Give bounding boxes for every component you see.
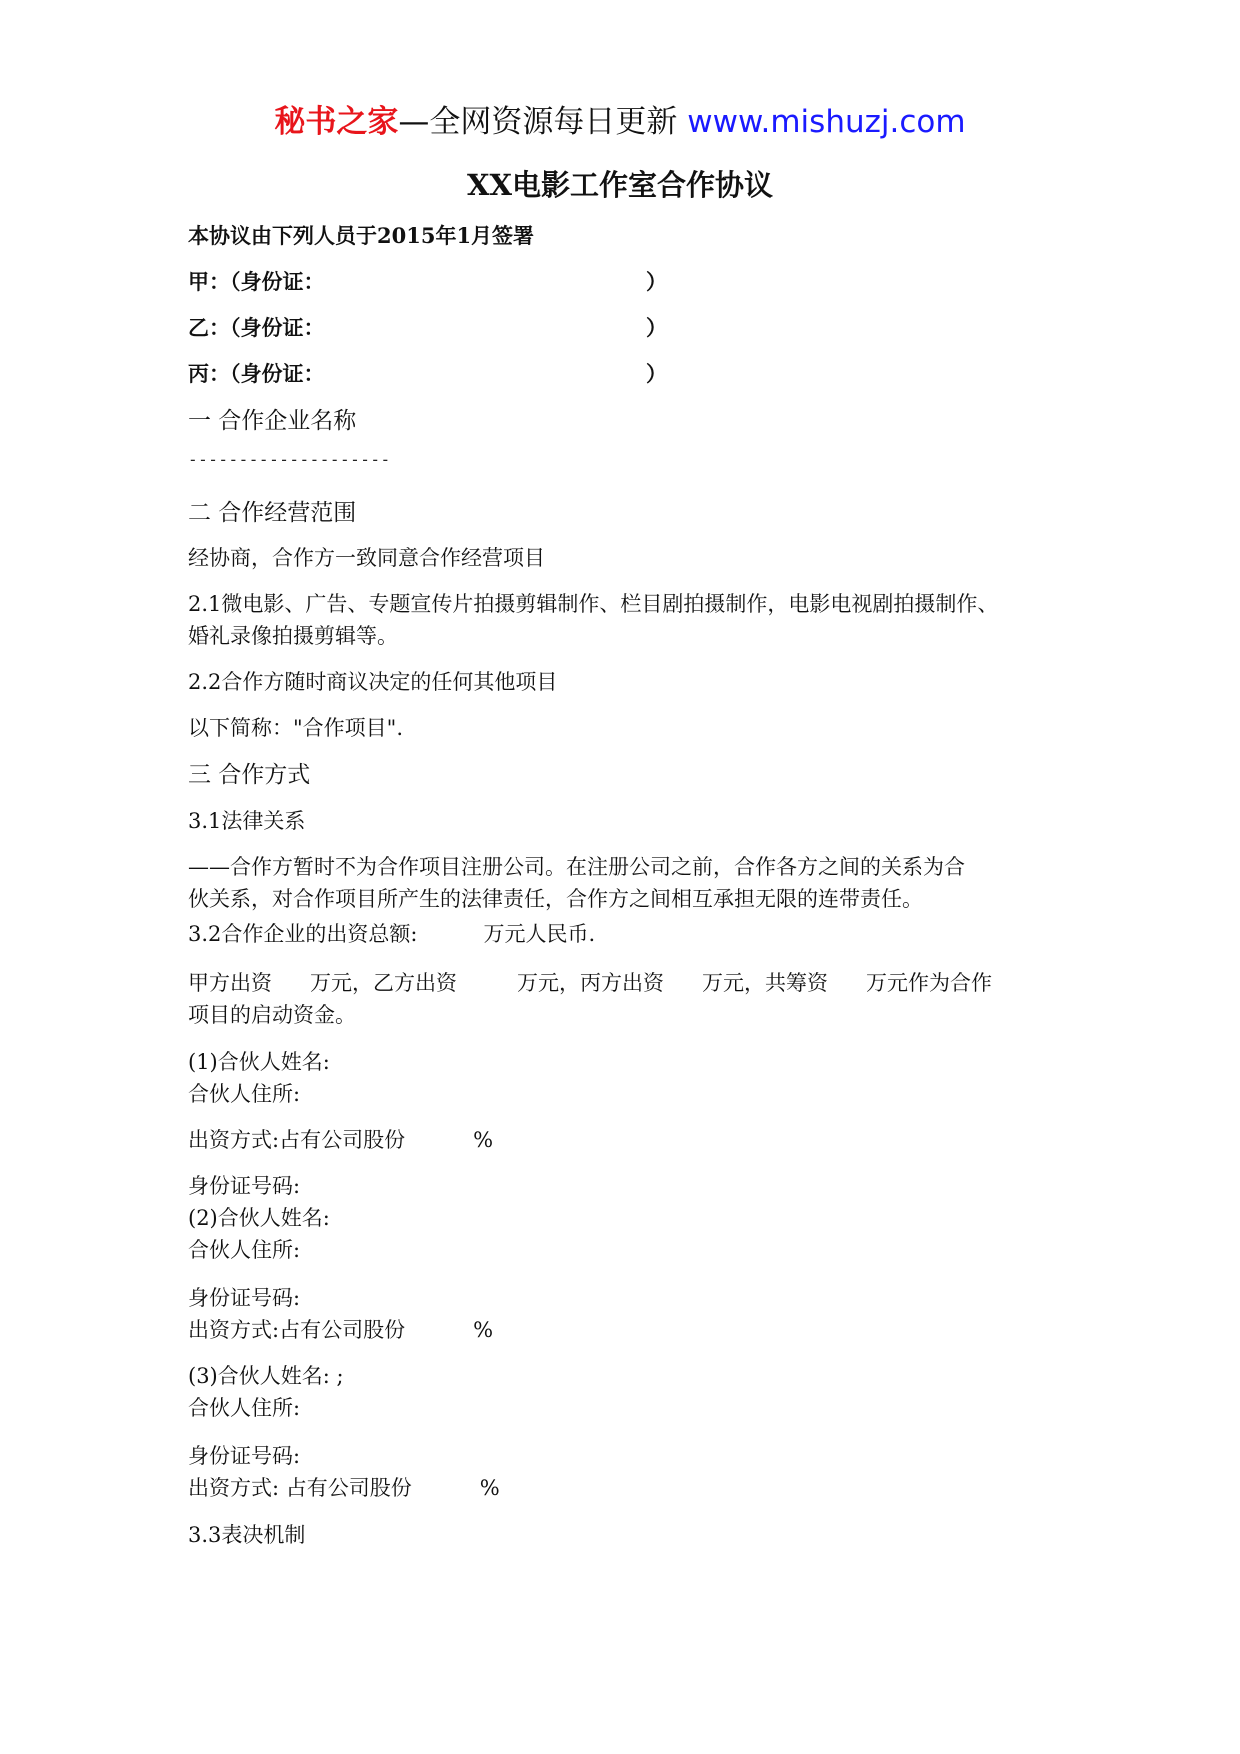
item-3-2 [188, 918, 595, 950]
partner-3-contribution-label: 出资方式: 占有公司股份 [188, 1476, 412, 1500]
capital-line1 [188, 967, 992, 999]
partner-3-address: 合伙人住所: [188, 1396, 301, 1420]
party-b-line: 乙：（身份证： [188, 315, 325, 340]
capital-a: 甲方出资 [188, 971, 272, 995]
capital-unit-3: 万元，共筹资 [702, 971, 828, 995]
partner-2-address: 合伙人住所: [188, 1238, 301, 1262]
party-c-line: 丙：（身份证： [188, 361, 325, 386]
party-a-line: 甲：（身份证： [188, 269, 325, 294]
partner-1-name: (1)合伙人姓名: [188, 1050, 330, 1074]
banner-tagline: —全网资源每日更新 [398, 104, 688, 140]
partner-2-percent: % [473, 1318, 494, 1342]
partner-2-name: (2)合伙人姓名: [188, 1206, 330, 1230]
item-3-1-text-line1: ——合作方暂时不为合作项目注册公司。在注册公司之前，合作各方之间的关系为合 [188, 855, 965, 879]
party-a-paren: ） [646, 269, 667, 294]
section-3-heading: 三 合作方式 [188, 762, 311, 788]
capital-line2: 项目的启动资金。 [188, 1003, 356, 1027]
section-2-heading: 二 合作经营范围 [188, 500, 357, 526]
partner-1-contribution [188, 1124, 493, 1156]
item-3-2-suffix: 万元人民币. [483, 922, 596, 946]
capital-unit-1: 万元，乙方出资 [310, 971, 457, 995]
item-3-1: 3.1法律关系 [188, 809, 306, 833]
banner-brand: 秘书之家 [274, 104, 399, 140]
partner-3-id: 身份证号码: [188, 1444, 301, 1468]
partner-3-name: (3)合伙人姓名: ; [188, 1364, 344, 1388]
partner-3-percent: % [479, 1476, 500, 1500]
short-name-note: 以下简称："合作项目". [188, 716, 403, 740]
site-banner [0, 100, 1240, 144]
item-3-3: 3.3表决机制 [188, 1523, 306, 1547]
partner-2-contribution-label: 出资方式:占有公司股份 [188, 1318, 406, 1342]
partner-2-contribution [188, 1314, 493, 1346]
partner-1-id: 身份证号码: [188, 1174, 301, 1198]
partner-1-contribution-label: 出资方式:占有公司股份 [188, 1128, 406, 1152]
company-name-blank: -------------------- [188, 450, 391, 469]
section-2-intro: 经协商，合作方一致同意合作经营项目 [188, 546, 545, 570]
banner-url-link[interactable]: www.mishuzj.com [687, 104, 966, 140]
item-2-1-line1: 2.1微电影、广告、专题宣传片拍摄剪辑制作、栏目剧拍摄制作，电影电视剧拍摄制作、 [188, 592, 999, 616]
item-2-2: 2.2合作方随时商议决定的任何其他项目 [188, 670, 558, 694]
partner-1-address: 合伙人住所: [188, 1082, 301, 1106]
item-3-2-prefix: 3.2合作企业的出资总额: [188, 922, 418, 946]
agreement-intro: 本协议由下列人员于2015年1月签署 [188, 223, 535, 248]
party-c-paren: ） [646, 361, 667, 386]
partner-3-contribution [188, 1472, 500, 1504]
capital-unit-4: 万元作为合作 [866, 971, 992, 995]
item-2-1-line2: 婚礼录像拍摄剪辑等。 [188, 624, 398, 648]
document-title: XX电影工作室合作协议 [466, 168, 773, 202]
partner-1-percent: % [473, 1128, 494, 1152]
capital-unit-2: 万元，丙方出资 [517, 971, 664, 995]
section-1-heading: 一 合作企业名称 [188, 408, 357, 434]
party-b-paren: ） [646, 315, 667, 340]
item-3-1-text-line2: 伙关系，对合作项目所产生的法律责任，合作方之间相互承担无限的连带责任。 [188, 887, 923, 911]
partner-2-id: 身份证号码: [188, 1286, 301, 1310]
